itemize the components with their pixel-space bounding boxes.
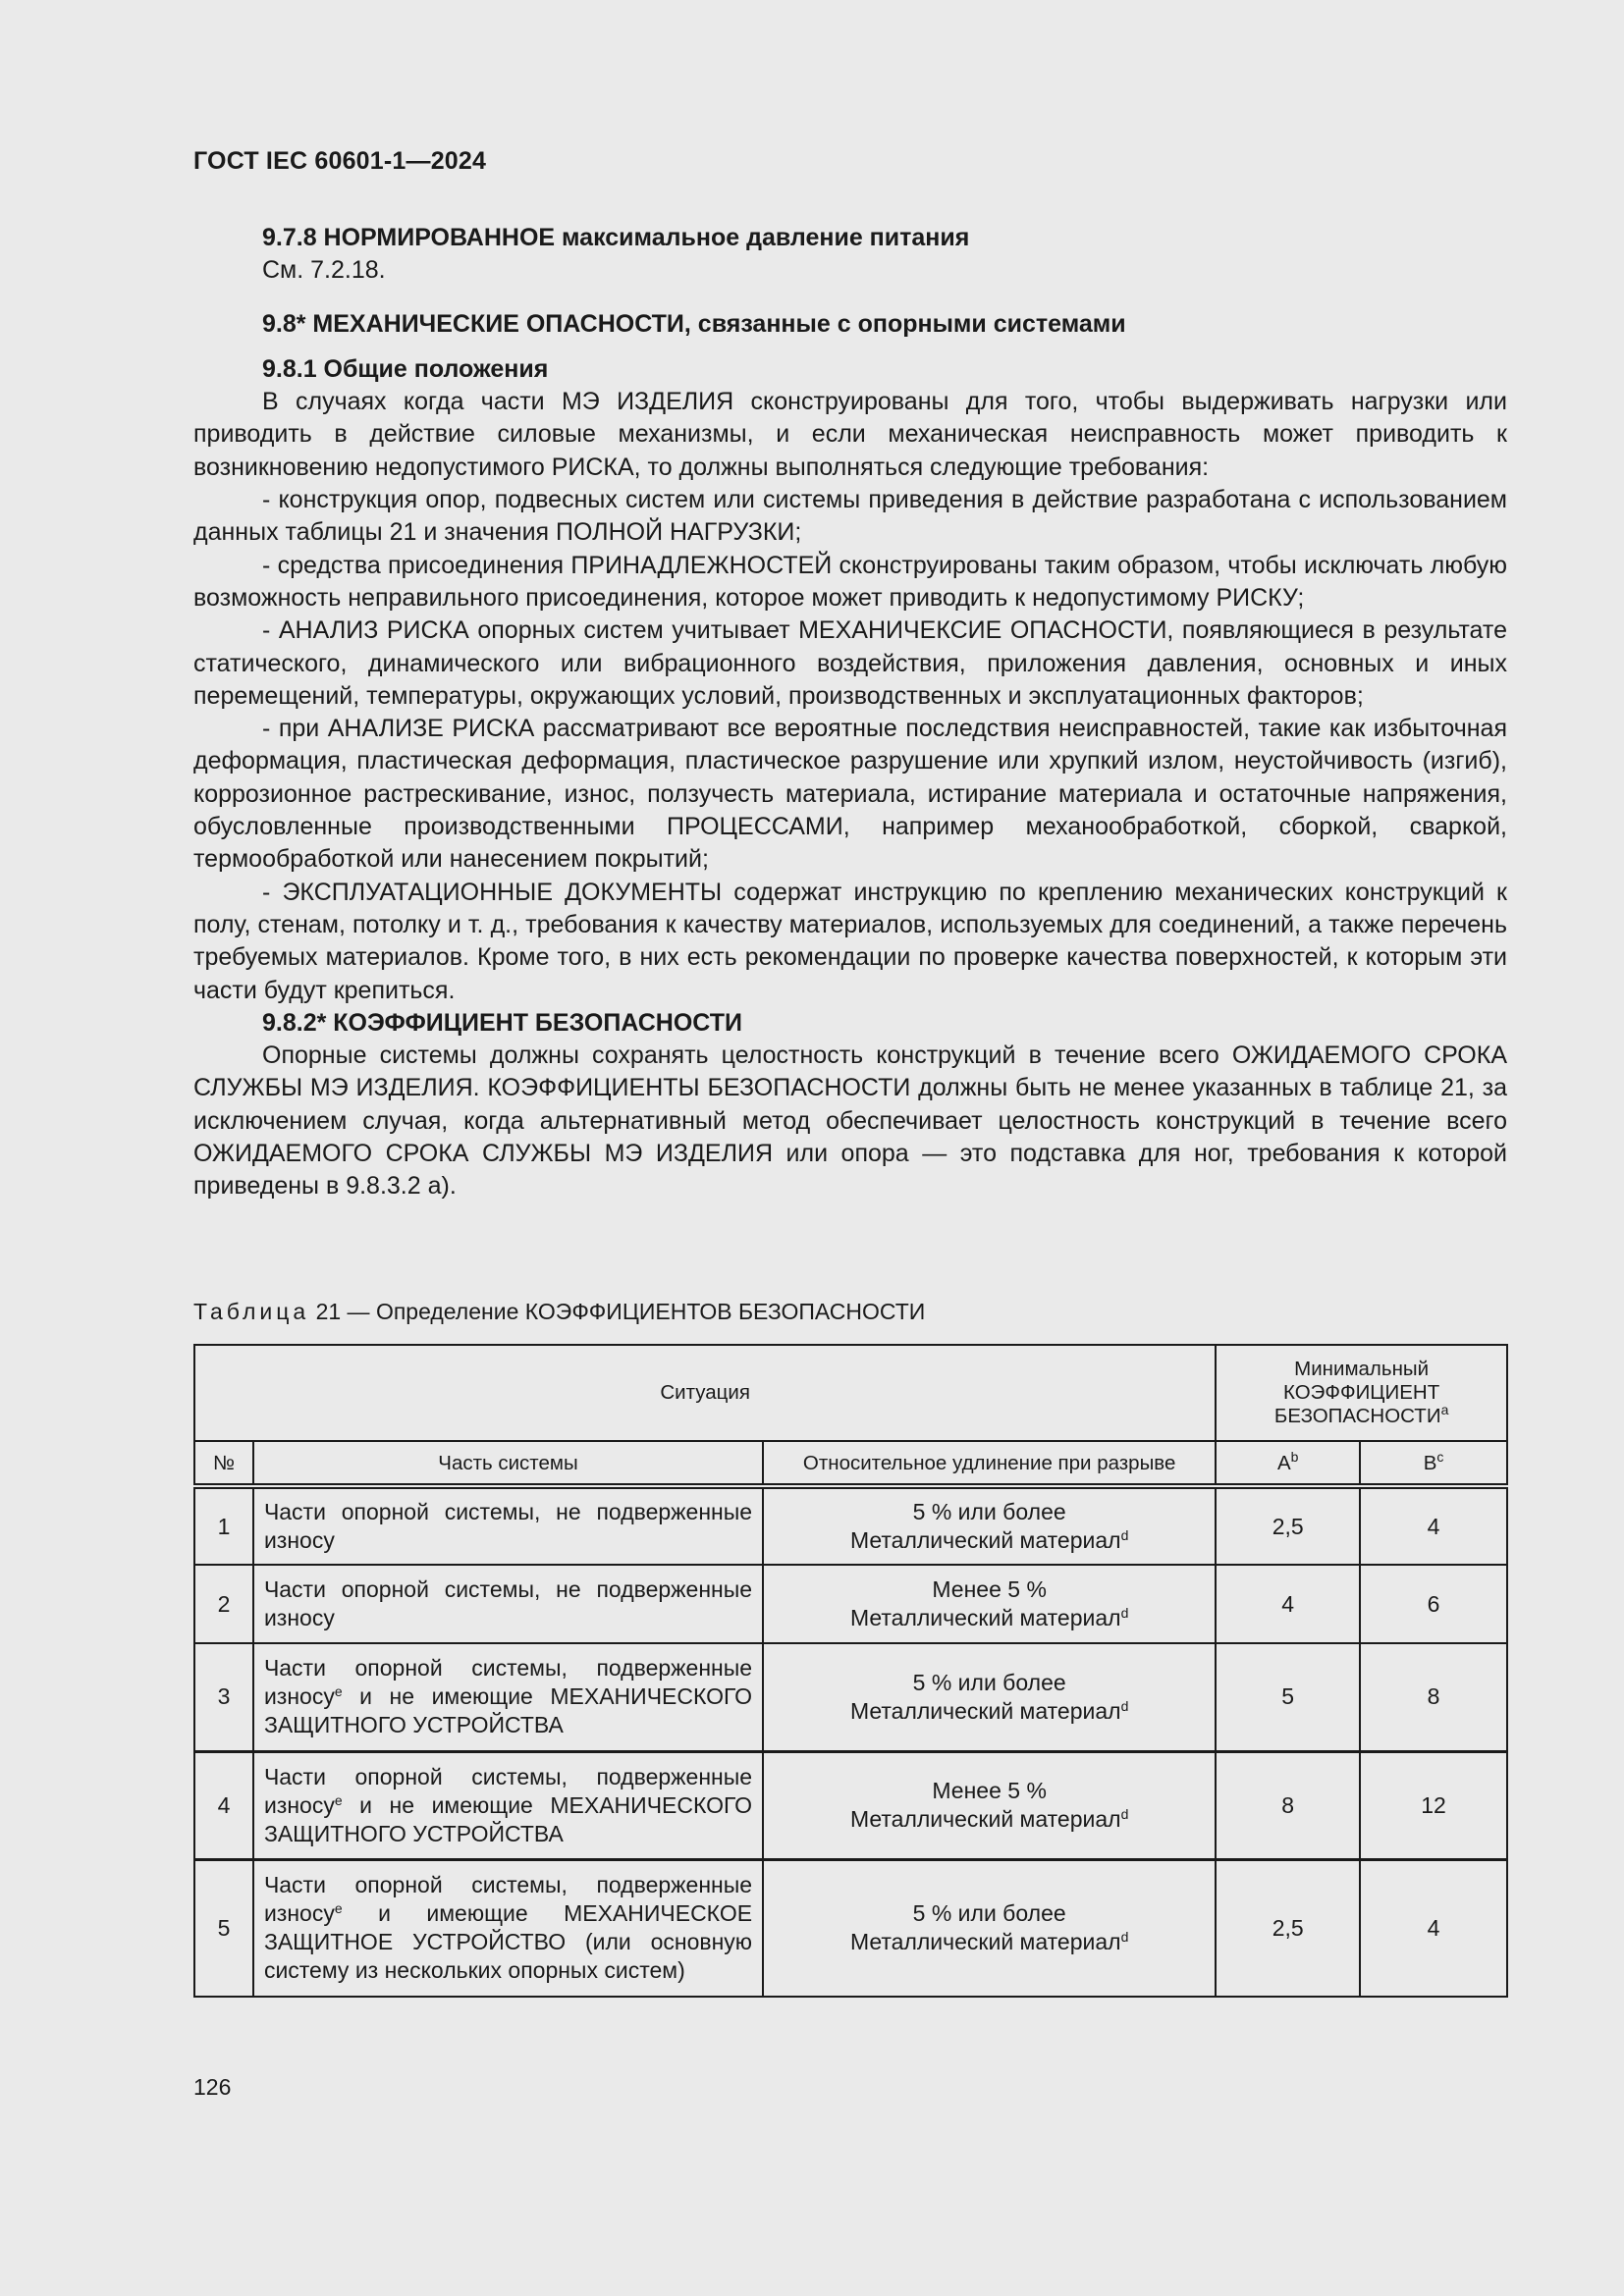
table-row	[194, 1486, 1507, 1565]
section-9-8-1-intro: В случаях когда части МЭ ИЗДЕЛИЯ сконструированы для того, чтобы выдерживать нагрузки или приводить в действие силовые механизмы, и если механическая неисправность может приводить к возникновению недопустимого РИСКА, то должны выполняться следующие требования:	[193, 388, 1507, 481]
min-factor-header	[1216, 1345, 1507, 1441]
requirement-item: - АНАЛИЗ РИСКА опорных систем учитывает МЕХАНИЧЕКСИЕ ОПАСНОСТИ, появляющиеся в результате статического, динамического или вибрационного воздействия, приложения давления, основных и иных перемещений, температуры, окружающих условий, производственных и эксплуатационных факторов;	[193, 616, 1507, 710]
row-elongation: 5 % или более Металлический материал$^d$	[763, 1643, 1216, 1751]
footnote-marker: d	[1120, 1697, 1129, 1714]
standard-header: ГОСТ IEC 60601-1—2024	[193, 147, 487, 175]
requirement-item: - средства присоединения ПРИНАДЛЕЖНОСТЕЙ сконструированы таким образом, чтобы исключать любую возможность неправильного присоединения, которое может приводить к недопустимому РИСКУ;	[193, 551, 1507, 612]
section-9-8-title: 9.8* МЕХАНИЧЕСКИЕ ОПАСНОСТИ, связанные с опорными системами	[262, 309, 1126, 338]
row-part: Части опорной системы, подверженные износу$^e$ и не имеющие МЕХАНИЧЕСКОГО ЗАЩИТНОГО УСТРОЙСТВА	[253, 1751, 763, 1859]
row-factor-b: 12	[1360, 1751, 1507, 1859]
table-row	[194, 1643, 1507, 1751]
row-part: Части опорной системы, подверженные износу$^e$ и не имеющие МЕХАНИЧЕСКОГО ЗАЩИТНОГО УСТРОЙСТВА	[253, 1643, 763, 1751]
row-factor-b: 8	[1360, 1643, 1507, 1751]
body-text	[193, 222, 1507, 1203]
row-number: 5	[194, 1859, 253, 1997]
footnote-marker: a	[1440, 1402, 1449, 1417]
table-row	[194, 1751, 1507, 1859]
footnote-marker: c	[1436, 1448, 1444, 1465]
row-factor-a: 5	[1216, 1643, 1360, 1751]
row-elongation: Менее 5 % Металлический материал$^d$	[763, 1565, 1216, 1643]
row-elongation: 5 % или более Металлический материал$^d$	[763, 1486, 1216, 1565]
row-factor-b: 6	[1360, 1565, 1507, 1643]
safety-factor-table	[193, 1344, 1508, 1998]
situation-header: Ситуация	[194, 1345, 1216, 1441]
row-elongation: 5 % или более Металлический материал$^d$	[763, 1859, 1216, 1997]
column-a-header: $A^b$	[1216, 1441, 1360, 1486]
row-factor-a: 2,5	[1216, 1859, 1360, 1997]
table-caption-title: 21 — Определение КОЭФФИЦИЕНТОВ БЕЗОПАСНОСТИ	[315, 1299, 926, 1324]
min-factor-line3: БЕЗОПАСНОСТИ	[1273, 1405, 1441, 1427]
section-9-8-2-text: Опорные системы должны сохранять целостность конструкций в течение всего ОЖИДАЕМОГО СРОКА СЛУЖБЫ МЭ ИЗДЕЛИЯ. КОЭФФИЦИЕНТЫ БЕЗОПАСНОСТИ должны быть не менее указанных в таблице 21, за исключением случая, когда альтернативный метод обеспечивает целостность конструкций в течение всего ОЖИДАЕМОГО СРОКА СЛУЖБЫ МЭ ИЗДЕЛИЯ или опора — это подставка для ног, требования к которой приведены в 9.8.3.2 а).	[193, 1041, 1507, 1201]
requirement-item: - при АНАЛИЗЕ РИСКА рассматривают все вероятные последствия неисправностей, такие как избыточная деформация, пластическая деформация, пластическое разрушение или хрупкий излом, неустойчивость (изгиб), коррозионное растрескивание, износ, ползучесть материала, истирание материала и остаточные напряжения, обусловленные производственными ПРОЦЕССАМИ, например механообработкой, сборкой, сваркой, термообработкой или нанесением покрытий;	[193, 715, 1507, 874]
min-factor-line2: КОЭФФИЦИЕНТ	[1283, 1381, 1440, 1404]
row-part: Части опорной системы, не подверженные износу	[253, 1565, 763, 1643]
table-subheader-row	[194, 1441, 1507, 1486]
row-number: 2	[194, 1565, 253, 1643]
row-factor-b: 4	[1360, 1486, 1507, 1565]
row-part: Части опорной системы, не подверженные износу	[253, 1486, 763, 1565]
requirement-item: - ЭКСПЛУАТАЦИОННЫЕ ДОКУМЕНТЫ содержат инструкцию по креплению механических конструкций к полу, стенам, потолку и т. д., требования к качеству материалов, используемых для соединений, а также перечень требуемых материалов. Кроме того, в них есть рекомендации по проверке качества поверхностей, к которым эти части будут крепиться.	[193, 878, 1507, 1004]
page-number: 126	[193, 2074, 232, 2100]
row-factor-a: 2,5	[1216, 1486, 1360, 1565]
row-factor-a: 8	[1216, 1751, 1360, 1859]
table-caption-label: Таблица	[193, 1299, 310, 1324]
row-factor-b: 4	[1360, 1859, 1507, 1997]
table-caption	[193, 1299, 925, 1325]
row-elongation: Менее 5 % Металлический материал$^d$	[763, 1751, 1216, 1859]
part-header: Часть системы	[253, 1441, 763, 1486]
table-header-row	[194, 1345, 1507, 1441]
table-row	[194, 1859, 1507, 1997]
row-factor-a: 4	[1216, 1565, 1360, 1643]
footnote-marker: d	[1120, 1527, 1129, 1543]
section-9-8-2-title: 9.8.2* КОЭФФИЦИЕНТ БЕЗОПАСНОСТИ	[262, 1008, 742, 1037]
row-number: 1	[194, 1486, 253, 1565]
footnote-marker: b	[1290, 1448, 1299, 1465]
section-9-7-8-text: См. 7.2.18.	[262, 256, 386, 285]
row-number: 3	[194, 1643, 253, 1751]
footnote-marker: d	[1120, 1929, 1129, 1946]
column-b-header: $B^c$	[1360, 1441, 1507, 1486]
row-part: Части опорной системы, подверженные износу$^e$ и имеющие МЕХАНИЧЕСКОЕ ЗАЩИТНОЕ УСТРОЙСТВО (или основную систему из нескольких опорных систем)	[253, 1859, 763, 1997]
min-factor-line1: Минимальный	[1294, 1358, 1430, 1380]
section-9-8-1-title: 9.8.1 Общие положения	[262, 354, 549, 383]
section-9-7-8-title: 9.7.8 НОРМИРОВАННОЕ максимальное давление питания	[262, 224, 970, 251]
table-row	[194, 1565, 1507, 1643]
footnote-marker: d	[1120, 1605, 1129, 1621]
footnote-marker: d	[1120, 1806, 1129, 1822]
row-number: 4	[194, 1751, 253, 1859]
requirement-item: - конструкция опор, подвесных систем или системы приведения в действие разработана с использованием данных таблицы 21 и значения ПОЛНОЙ НАГРУЗКИ;	[193, 486, 1507, 547]
number-header: №	[194, 1441, 253, 1486]
elongation-header: Относительное удлинение при разрыве	[763, 1441, 1216, 1486]
